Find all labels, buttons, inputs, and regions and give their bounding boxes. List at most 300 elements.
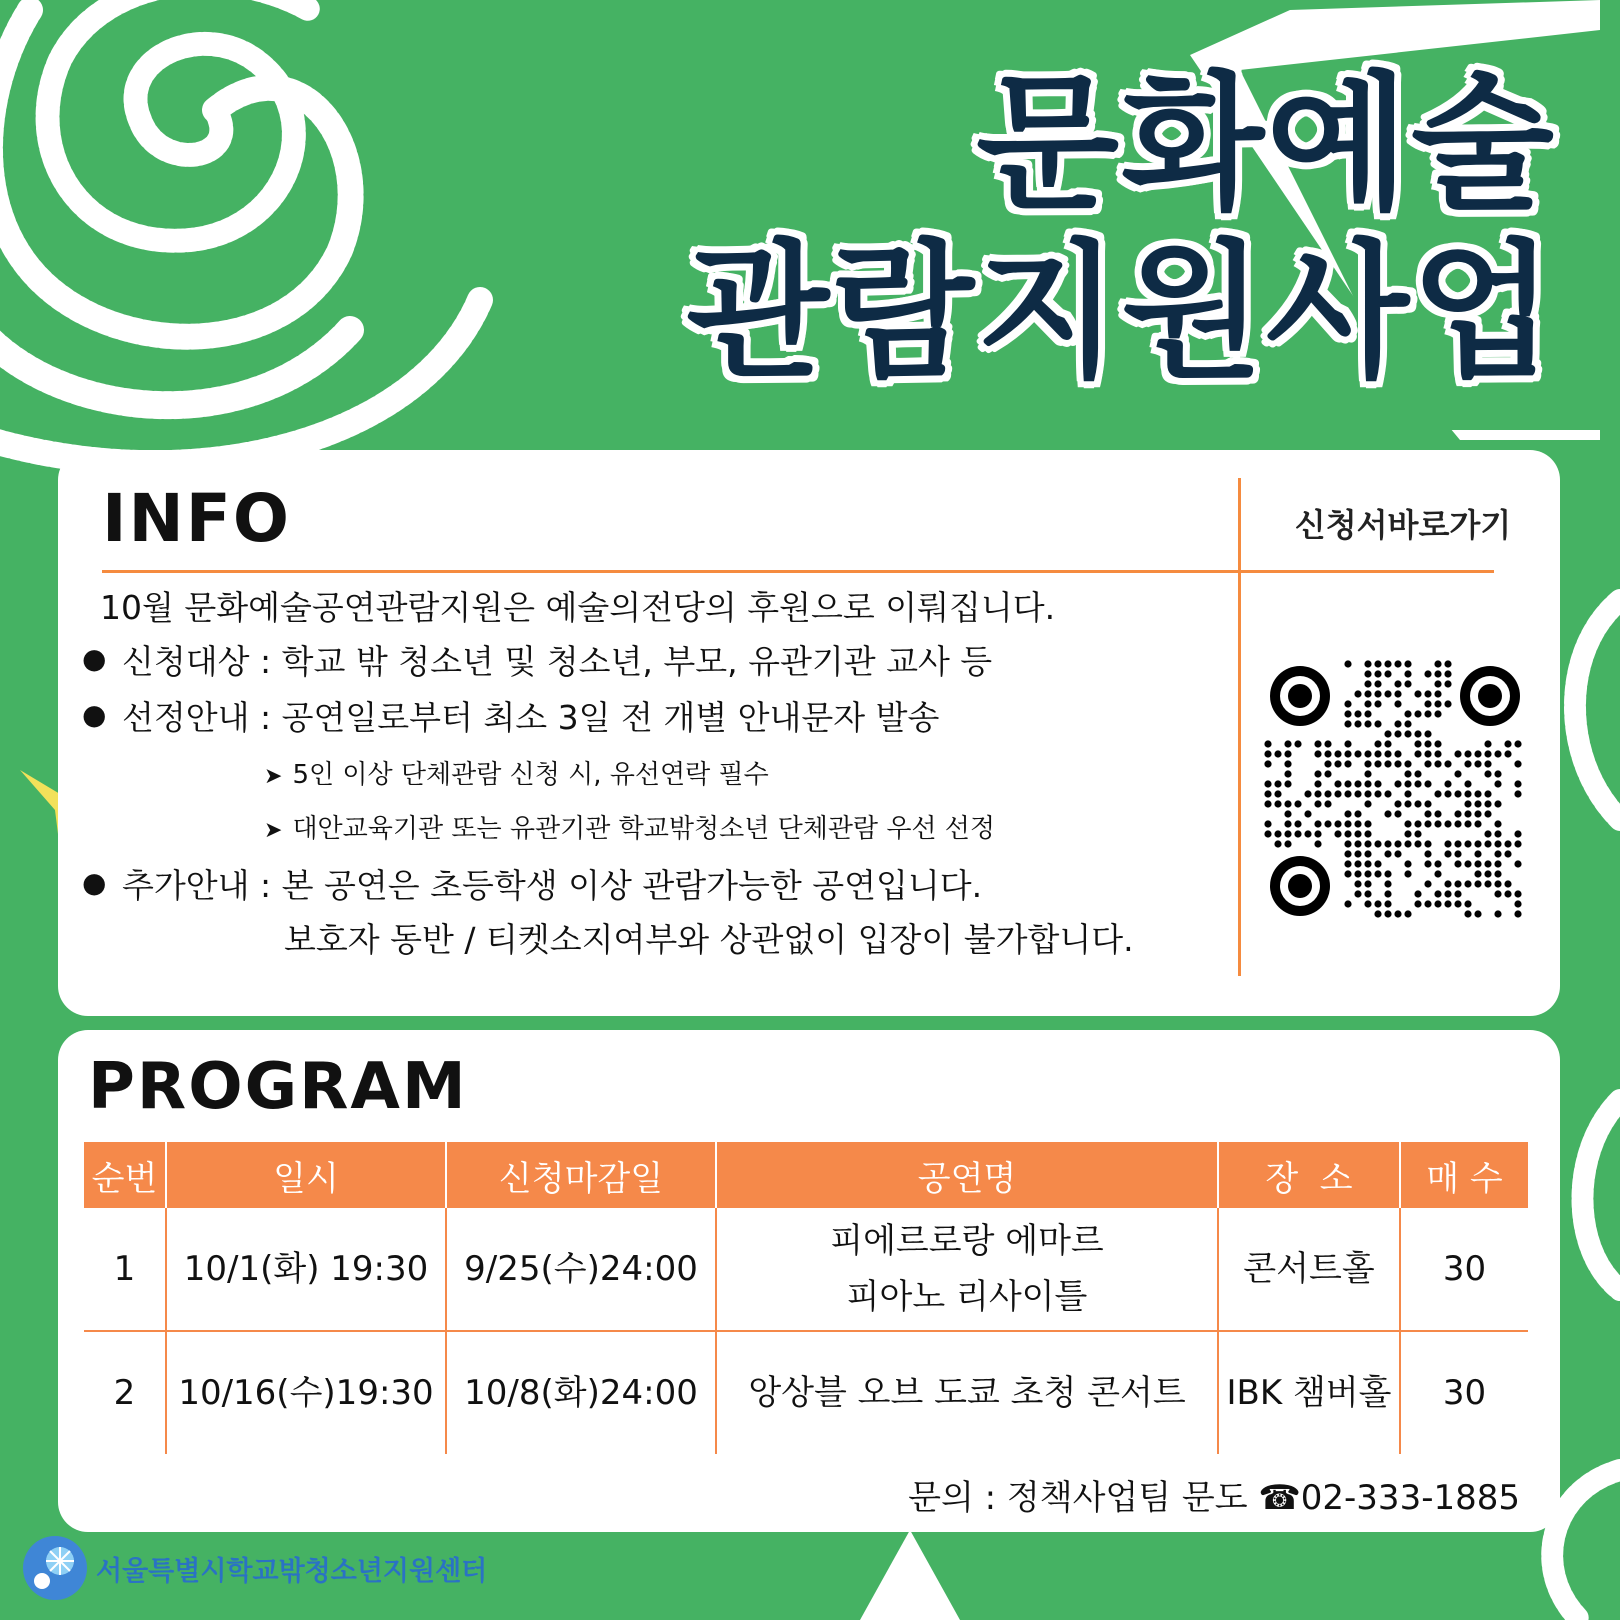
qr-module: [1384, 890, 1391, 897]
qr-module: [1434, 870, 1441, 877]
qr-module: [1464, 780, 1471, 787]
qr-module: [1414, 750, 1421, 757]
qr-module: [1494, 830, 1501, 837]
qr-module: [1384, 730, 1391, 737]
qr-module: [1364, 800, 1371, 807]
qr-module: [1514, 840, 1521, 847]
qr-code[interactable]: [1260, 656, 1530, 926]
qr-module: [1474, 850, 1481, 857]
cell-datetime: 10/1(화) 19:30: [166, 1208, 446, 1331]
qr-module: [1474, 820, 1481, 827]
qr-module: [1384, 690, 1391, 697]
qr-module: [1424, 860, 1431, 867]
qr-module: [1484, 810, 1491, 817]
qr-module: [1404, 790, 1411, 797]
qr-module: [1424, 810, 1431, 817]
qr-module: [1434, 680, 1441, 687]
qr-module: [1364, 790, 1371, 797]
qr-module: [1334, 820, 1341, 827]
qr-module: [1364, 880, 1371, 887]
qr-module: [1404, 800, 1411, 807]
qr-module: [1444, 900, 1451, 907]
qr-module: [1384, 670, 1391, 677]
qr-module: [1434, 760, 1441, 767]
qr-module: [1414, 890, 1421, 897]
qr-module: [1504, 750, 1511, 757]
qr-module: [1414, 840, 1421, 847]
qr-module: [1374, 870, 1381, 877]
qr-module: [1314, 840, 1321, 847]
qr-module: [1344, 790, 1351, 797]
qr-module: [1404, 770, 1411, 777]
qr-module: [1274, 840, 1281, 847]
qr-module: [1454, 840, 1461, 847]
qr-module: [1464, 880, 1471, 887]
qr-module: [1344, 900, 1351, 907]
column-header: 공연명: [716, 1142, 1218, 1208]
qr-module: [1344, 820, 1351, 827]
qr-module: [1284, 740, 1291, 747]
qr-module: [1454, 790, 1461, 797]
qr-module: [1364, 780, 1371, 787]
qr-module: [1494, 910, 1501, 917]
qr-module: [1274, 830, 1281, 837]
qr-module: [1364, 820, 1371, 827]
cell-count: 30: [1400, 1208, 1528, 1331]
qr-module: [1514, 760, 1521, 767]
qr-module: [1424, 900, 1431, 907]
qr-module: [1394, 750, 1401, 757]
table-row: [84, 1208, 1528, 1331]
qr-module: [1354, 750, 1361, 757]
cell-datetime: 10/16(수)19:30: [166, 1331, 446, 1454]
title-line-2: 관람지원사업: [686, 226, 1556, 398]
bullet-icon: ●: [82, 698, 107, 731]
title-line-1: 문화예술: [976, 58, 1556, 230]
qr-module: [1434, 820, 1441, 827]
qr-module: [1374, 690, 1381, 697]
qr-module: [1314, 830, 1321, 837]
qr-module: [1514, 780, 1521, 787]
qr-module: [1464, 810, 1471, 817]
qr-module: [1434, 660, 1441, 667]
qr-module: [1274, 790, 1281, 797]
qr-module: [1444, 780, 1451, 787]
qr-module: [1484, 830, 1491, 837]
qr-module: [1354, 850, 1361, 857]
qr-module: [1384, 880, 1391, 887]
qr-module: [1464, 760, 1471, 767]
qr-module: [1394, 800, 1401, 807]
qr-module: [1264, 820, 1271, 827]
qr-module: [1334, 780, 1341, 787]
qr-module: [1364, 700, 1371, 707]
qr-module: [1374, 780, 1381, 787]
qr-module: [1274, 780, 1281, 787]
qr-module: [1414, 820, 1421, 827]
qr-module: [1404, 910, 1411, 917]
qr-module: [1474, 860, 1481, 867]
qr-module: [1454, 820, 1461, 827]
qr-module: [1404, 860, 1411, 867]
qr-module: [1424, 800, 1431, 807]
qr-module: [1424, 750, 1431, 757]
qr-module: [1264, 800, 1271, 807]
qr-module: [1424, 670, 1431, 677]
qr-module: [1494, 880, 1501, 887]
qr-module: [1464, 860, 1471, 867]
bullet-icon: ●: [82, 642, 107, 675]
qr-module: [1434, 860, 1441, 867]
cell-title-line-1: 피에르로랑 에마르: [830, 1221, 1104, 1261]
qr-module: [1364, 860, 1371, 867]
cell-deadline: 10/8(화)24:00: [446, 1331, 716, 1454]
qr-module: [1394, 810, 1401, 817]
qr-module: [1504, 850, 1511, 857]
qr-module: [1354, 880, 1361, 887]
qr-module: [1374, 900, 1381, 907]
qr-module: [1394, 910, 1401, 917]
info-heading: INFO: [102, 480, 291, 557]
qr-module: [1434, 690, 1441, 697]
qr-module: [1474, 790, 1481, 797]
qr-module: [1354, 830, 1361, 837]
qr-module: [1454, 860, 1461, 867]
column-header: 매 수: [1400, 1142, 1528, 1208]
qr-module: [1364, 680, 1371, 687]
qr-module: [1374, 860, 1381, 867]
qr-module: [1484, 760, 1491, 767]
cell-no: 1: [84, 1208, 166, 1331]
qr-module: [1424, 760, 1431, 767]
qr-module: [1454, 750, 1461, 757]
qr-module: [1374, 760, 1381, 767]
qr-module: [1404, 870, 1411, 877]
qr-module: [1424, 820, 1431, 827]
qr-module: [1364, 660, 1371, 667]
qr-module: [1464, 900, 1471, 907]
qr-module: [1354, 820, 1361, 827]
qr-module: [1424, 880, 1431, 887]
qr-module: [1364, 850, 1371, 857]
qr-module: [1344, 830, 1351, 837]
qr-module: [1364, 870, 1371, 877]
qr-module: [1394, 760, 1401, 767]
qr-module: [1484, 750, 1491, 757]
cell-title: 앙상블 오브 도쿄 초청 콘서트: [716, 1331, 1218, 1454]
qr-module: [1494, 850, 1501, 857]
qr-module: [1354, 690, 1361, 697]
qr-module: [1304, 790, 1311, 797]
qr-module: [1394, 780, 1401, 787]
qr-module: [1374, 910, 1381, 917]
qr-module: [1274, 750, 1281, 757]
qr-module: [1314, 740, 1321, 747]
qr-module: [1354, 790, 1361, 797]
qr-module: [1364, 710, 1371, 717]
organization: [20, 1530, 487, 1606]
qr-module: [1494, 800, 1501, 807]
qr-module: [1374, 680, 1381, 687]
qr-module: [1404, 820, 1411, 827]
column-header: 순번: [84, 1142, 166, 1208]
qr-module: [1394, 730, 1401, 737]
qr-module: [1474, 800, 1481, 807]
qr-module: [1364, 840, 1371, 847]
column-header: 장 소: [1218, 1142, 1400, 1208]
qr-module: [1354, 890, 1361, 897]
qr-module: [1514, 740, 1521, 747]
qr-module: [1324, 790, 1331, 797]
qr-module: [1354, 720, 1361, 727]
qr-module: [1404, 730, 1411, 737]
qr-module: [1364, 720, 1371, 727]
qr-module: [1264, 750, 1271, 757]
qr-module: [1314, 750, 1321, 757]
qr-module: [1474, 870, 1481, 877]
qr-module: [1424, 780, 1431, 787]
qr-module: [1304, 810, 1311, 817]
cell-title-line-2: 피아노 리사이틀: [846, 1277, 1088, 1317]
qr-module: [1294, 830, 1301, 837]
qr-module: [1484, 860, 1491, 867]
qr-module: [1464, 790, 1471, 797]
page-title: [636, 60, 1556, 396]
qr-module: [1314, 800, 1321, 807]
qr-module: [1374, 700, 1381, 707]
qr-module: [1454, 850, 1461, 857]
info-card: [58, 450, 1560, 1016]
qr-module: [1424, 690, 1431, 697]
qr-module: [1404, 670, 1411, 677]
info-intro: 10월 문화예술공연관람지원은 예술의전당의 후원으로 이뤄집니다.: [100, 588, 1056, 627]
qr-module: [1294, 740, 1301, 747]
qr-module: [1374, 720, 1381, 727]
cell-deadline: 9/25(수)24:00: [446, 1208, 716, 1331]
qr-module: [1364, 770, 1371, 777]
qr-module: [1404, 710, 1411, 717]
qr-module: [1444, 890, 1451, 897]
qr-module: [1354, 780, 1361, 787]
qr-module: [1454, 880, 1461, 887]
qr-module: [1484, 880, 1491, 887]
qr-module: [1484, 800, 1491, 807]
qr-module: [1344, 720, 1351, 727]
eligibility-text: 신청대상 : 학교 밖 청소년 및 청소년, 부모, 유관기관 교사 등: [122, 642, 993, 681]
qr-module: [1344, 780, 1351, 787]
qr-module: [1344, 840, 1351, 847]
qr-module: [1354, 870, 1361, 877]
bullet-icon: ●: [82, 866, 107, 899]
qr-module: [1514, 830, 1521, 837]
qr-module: [1334, 760, 1341, 767]
qr-module: [1444, 760, 1451, 767]
qr-module: [1314, 780, 1321, 787]
qr-module: [1344, 870, 1351, 877]
cell-venue: 콘서트홀: [1218, 1208, 1400, 1331]
arrow-icon: ➤: [264, 818, 283, 843]
qr-module: [1434, 810, 1441, 817]
qr-module: [1494, 840, 1501, 847]
column-header: 신청마감일: [446, 1142, 716, 1208]
org-logo-icon: [20, 1533, 90, 1603]
qr-module: [1374, 670, 1381, 677]
qr-module: [1344, 740, 1351, 747]
qr-module: [1404, 830, 1411, 837]
qr-module: [1504, 880, 1511, 887]
qr-module: [1434, 890, 1441, 897]
qr-module: [1424, 850, 1431, 857]
qr-module: [1374, 660, 1381, 667]
qr-module: [1354, 840, 1361, 847]
qr-module: [1414, 740, 1421, 747]
qr-module: [1424, 700, 1431, 707]
qr-module: [1434, 790, 1441, 797]
qr-module: [1494, 770, 1501, 777]
qr-module: [1284, 770, 1291, 777]
apply-link-label[interactable]: 신청서바로가기: [1294, 506, 1512, 544]
qr-module: [1284, 750, 1291, 757]
program-table: [84, 1142, 1528, 1454]
qr-module: [1484, 790, 1491, 797]
qr-module: [1334, 790, 1341, 797]
qr-module: [1484, 770, 1491, 777]
qr-module: [1434, 700, 1441, 707]
qr-module: [1434, 900, 1441, 907]
qr-module: [1394, 680, 1401, 687]
qr-module: [1514, 790, 1521, 797]
cell-venue: IBK 챔버홀: [1218, 1331, 1400, 1454]
qr-module: [1394, 690, 1401, 697]
qr-module: [1314, 790, 1321, 797]
qr-module: [1364, 890, 1371, 897]
qr-module: [1344, 750, 1351, 757]
selection-note-1-text: 5인 이상 단체관람 신청 시, 유선연락 필수: [292, 760, 769, 790]
qr-module: [1394, 660, 1401, 667]
qr-module: [1284, 780, 1291, 787]
qr-module: [1494, 780, 1501, 787]
qr-module: [1404, 780, 1411, 787]
qr-module: [1484, 840, 1491, 847]
qr-module: [1434, 670, 1441, 677]
program-card: [58, 1030, 1560, 1532]
info-divider: [102, 570, 1494, 573]
qr-module: [1354, 710, 1361, 717]
qr-module: [1324, 800, 1331, 807]
qr-module: [1334, 830, 1341, 837]
qr-module: [1414, 900, 1421, 907]
qr-module: [1284, 840, 1291, 847]
qr-module: [1474, 910, 1481, 917]
qr-module: [1444, 660, 1451, 667]
qr-module: [1414, 710, 1421, 717]
qr-module: [1314, 820, 1321, 827]
qr-module: [1384, 790, 1391, 797]
qr-module: [1404, 720, 1411, 727]
qr-module: [1324, 820, 1331, 827]
qr-module: [1514, 890, 1521, 897]
qr-module: [1384, 870, 1391, 877]
qr-module: [1384, 910, 1391, 917]
qr-divider: [1238, 478, 1241, 976]
qr-module: [1444, 670, 1451, 677]
qr-module: [1474, 840, 1481, 847]
qr-module: [1434, 750, 1441, 757]
qr-module: [1344, 810, 1351, 817]
qr-module: [1474, 810, 1481, 817]
qr-module: [1384, 660, 1391, 667]
extra-text: 추가안내 : 본 공연은 초등학생 이상 관람가능한 공연입니다.: [122, 866, 983, 905]
selection-text: 선정안내 : 공연일로부터 최소 3일 전 개별 안내문자 발송: [122, 698, 940, 737]
qr-module: [1284, 830, 1291, 837]
program-heading: PROGRAM: [88, 1050, 468, 1124]
qr-module: [1464, 750, 1471, 757]
qr-module: [1364, 900, 1371, 907]
qr-module: [1344, 710, 1351, 717]
qr-module: [1404, 840, 1411, 847]
qr-module: [1394, 720, 1401, 727]
qr-module: [1454, 770, 1461, 777]
qr-module: [1374, 740, 1381, 747]
qr-module: [1414, 690, 1421, 697]
qr-module: [1434, 710, 1441, 717]
qr-module: [1444, 820, 1451, 827]
qr-module: [1324, 770, 1331, 777]
qr-module: [1284, 810, 1291, 817]
qr-module: [1484, 870, 1491, 877]
qr-module: [1324, 750, 1331, 757]
qr-module: [1414, 800, 1421, 807]
qr-module: [1424, 710, 1431, 717]
qr-module: [1424, 840, 1431, 847]
qr-module: [1374, 790, 1381, 797]
selection-note-1: [264, 754, 769, 791]
qr-module: [1474, 750, 1481, 757]
qr-module: [1494, 750, 1501, 757]
qr-module: [1444, 880, 1451, 887]
qr-module: [1464, 800, 1471, 807]
qr-module: [1364, 830, 1371, 837]
qr-module: [1464, 910, 1471, 917]
qr-module: [1384, 740, 1391, 747]
qr-module: [1354, 860, 1361, 867]
qr-module: [1474, 760, 1481, 767]
qr-module: [1404, 660, 1411, 667]
cell-no: 2: [113, 1373, 136, 1413]
qr-module: [1444, 680, 1451, 687]
qr-module: [1514, 860, 1521, 867]
qr-module: [1504, 890, 1511, 897]
arrow-icon: ➤: [264, 764, 283, 789]
qr-module: [1304, 830, 1311, 837]
qr-module: [1354, 810, 1361, 817]
qr-module: [1494, 890, 1501, 897]
qr-module: [1444, 850, 1451, 857]
qr-module: [1264, 830, 1271, 837]
qr-module: [1364, 690, 1371, 697]
qr-module: [1424, 730, 1431, 737]
column-header: 일시: [166, 1142, 446, 1208]
qr-module: [1414, 770, 1421, 777]
qr-module: [1404, 760, 1411, 767]
qr-module: [1344, 660, 1351, 667]
qr-module: [1514, 910, 1521, 917]
qr-module: [1464, 820, 1471, 827]
qr-module: [1454, 900, 1461, 907]
qr-module: [1464, 840, 1471, 847]
qr-module: [1264, 790, 1271, 797]
qr-module: [1424, 740, 1431, 747]
